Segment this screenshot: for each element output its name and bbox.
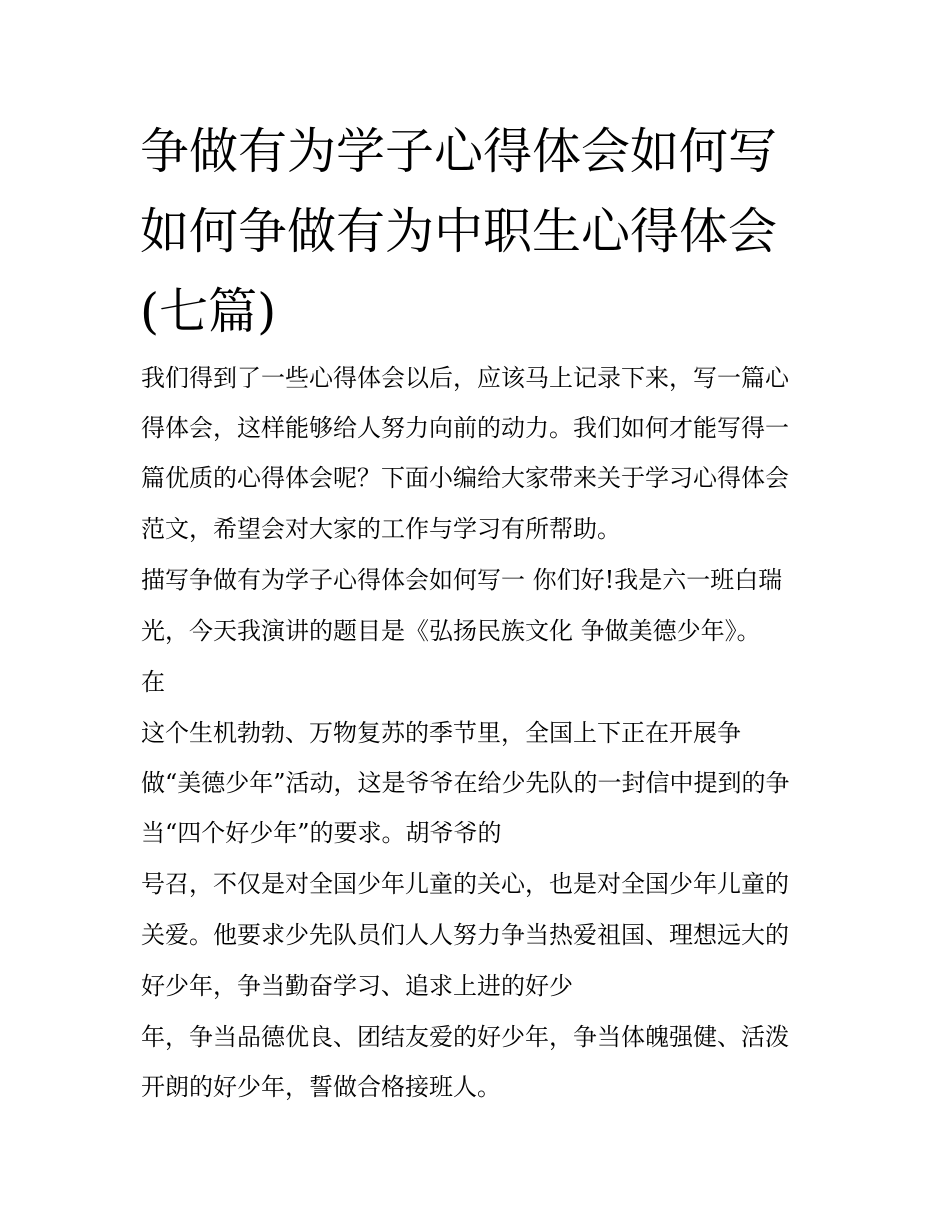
title-line: (七篇)	[140, 283, 277, 340]
body-line: 在	[141, 668, 165, 696]
document-title	[140, 112, 820, 352]
body-line: 号召，不仅是对全国少年儿童的关心，也是对全国少年儿童的	[141, 870, 789, 898]
body-line: 范文，希望会对大家的工作与学习有所帮助。	[141, 515, 621, 543]
body-line: 好少年，争当勤奋学习、追求上进的好少	[141, 972, 573, 1000]
body-line: 当“四个好少年”的要求。胡爷爷的	[141, 819, 502, 847]
title-line: 争做有为学子心得体会如何写	[140, 123, 778, 180]
body-line: 描写争做有为学子心得体会如何写一 你们好!我是六一班白瑞	[141, 566, 783, 594]
body-line: 这个生机勃勃、万物复苏的季节里，全国上下正在开展争	[141, 719, 741, 747]
body-line: 我们得到了一些心得体会以后，应该马上记录下来，写一篇心	[141, 364, 789, 392]
body-line: 开朗的好少年，誓做合格接班人。	[141, 1073, 501, 1101]
body-line: 得体会，这样能够给人努力向前的动力。我们如何才能写得一	[141, 414, 789, 442]
body-line: 篇优质的心得体会呢？下面小编给大家带来关于学习心得体会	[141, 464, 789, 492]
body-line: 光，今天我演讲的题目是《弘扬民族文化 争做美德少年》。	[141, 617, 761, 645]
body-line: 做“美德少年”活动，这是爷爷在给少先队的一封信中提到的争	[141, 769, 790, 797]
body-line: 关爱。他要求少先队员们人人努力争当热爱祖国、理想远大的	[141, 921, 789, 949]
title-line: 如何争做有为中职生心得体会	[140, 203, 778, 260]
body-line: 年，争当品德优良、团结友爱的好少年，争当体魄强健、活泼	[141, 1023, 789, 1051]
